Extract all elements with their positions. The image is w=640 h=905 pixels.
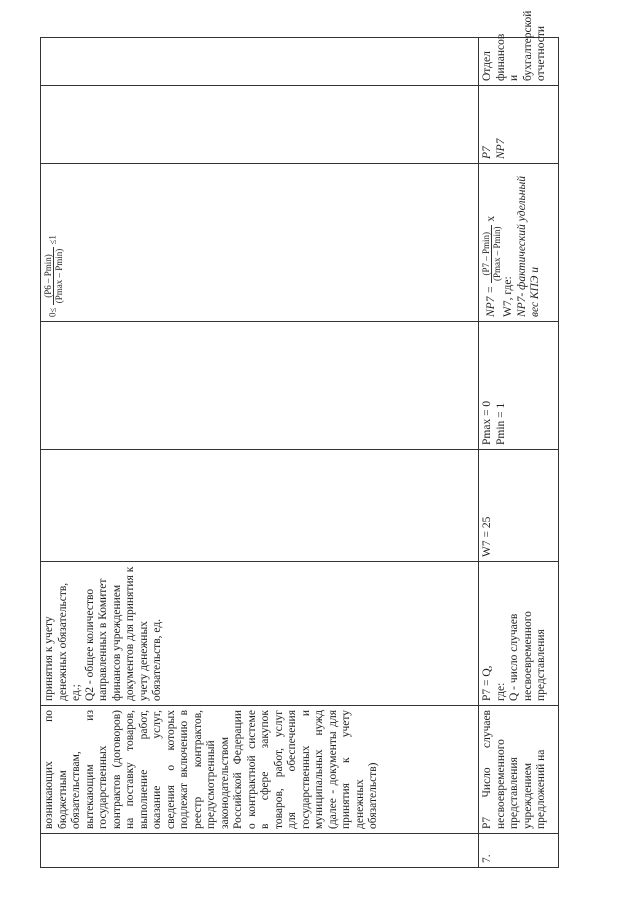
indicator-name-cell: возникающих по бюджетным обязательствам, вытекающим из государственных контрактов (договоров) на поставку товаров, выполнение работ, оказание услуг, сведения о которых подлежат включению в реестр контрактов, предусмотренный законодательством Российской Федерации о контрактной системе в сфере закупок товаров, работ, услуг для обеспечения государственных и муниципальных нужд (далее - документы для принятия к учету денежных обязательств) (41, 706, 479, 834)
formula-fraction (481, 225, 502, 284)
formula-explanation: NP7- фактический удельный вес КПЭ и (515, 176, 541, 317)
indicator-cell (41, 86, 479, 164)
formula-rhs: ≤1 (47, 235, 58, 245)
formula-fraction (43, 247, 64, 306)
kpi-table (40, 10, 559, 868)
calculation-cell: принятия к учету денежных обязательств, ед.; Q2 - общее количество направленных в Комитет финансов учреждением документов для принятия к учету денежных обязательств, ед. (41, 562, 479, 706)
pmax-value: Pmax = 0 (481, 400, 493, 445)
formula-cell (41, 164, 479, 322)
formula-numerator: (P6 – Pmin) (43, 247, 54, 306)
table-row (41, 38, 479, 868)
row-number-cell (41, 834, 479, 868)
row-number-cell: 7. (479, 834, 559, 868)
formula-lhs: NP7 = (485, 285, 498, 317)
table-row (479, 38, 559, 868)
formula-denominator: (Pmax – Pmin) (54, 248, 64, 304)
weight-cell (41, 450, 479, 562)
formula-denominator: (Pmax – Pmin) (492, 226, 502, 282)
indicator-cell (479, 86, 559, 164)
params-cell (41, 322, 479, 450)
weight-cell: W7 = 25 (479, 450, 559, 562)
responsible-cell (41, 38, 479, 86)
normalization-formula (43, 168, 64, 317)
indicator-p7: P7 (481, 146, 493, 159)
formula-numerator: (P7 – Pmin) (481, 225, 492, 284)
responsible-cell: Отдел финансов и бухгалтерской отчетности (479, 38, 559, 86)
formula-rhs: x (485, 215, 498, 222)
formula-cell (479, 164, 559, 322)
formula-lhs: 0≤ (47, 307, 58, 317)
indicator-name-cell: Р7 Число случаев несвоевременного представления учреждением предложений на (479, 706, 559, 834)
pmin-value: Pmin = 1 (494, 402, 507, 445)
normalization-formula (481, 168, 502, 317)
params-cell (479, 322, 559, 450)
calculation-cell: P7 = Q, где: Q - число случаев несвоевременного представления (479, 562, 559, 706)
rotated-document-page (40, 10, 558, 868)
formula-where: W7, где: (502, 276, 514, 317)
indicator-np7: NP7 (494, 138, 507, 159)
